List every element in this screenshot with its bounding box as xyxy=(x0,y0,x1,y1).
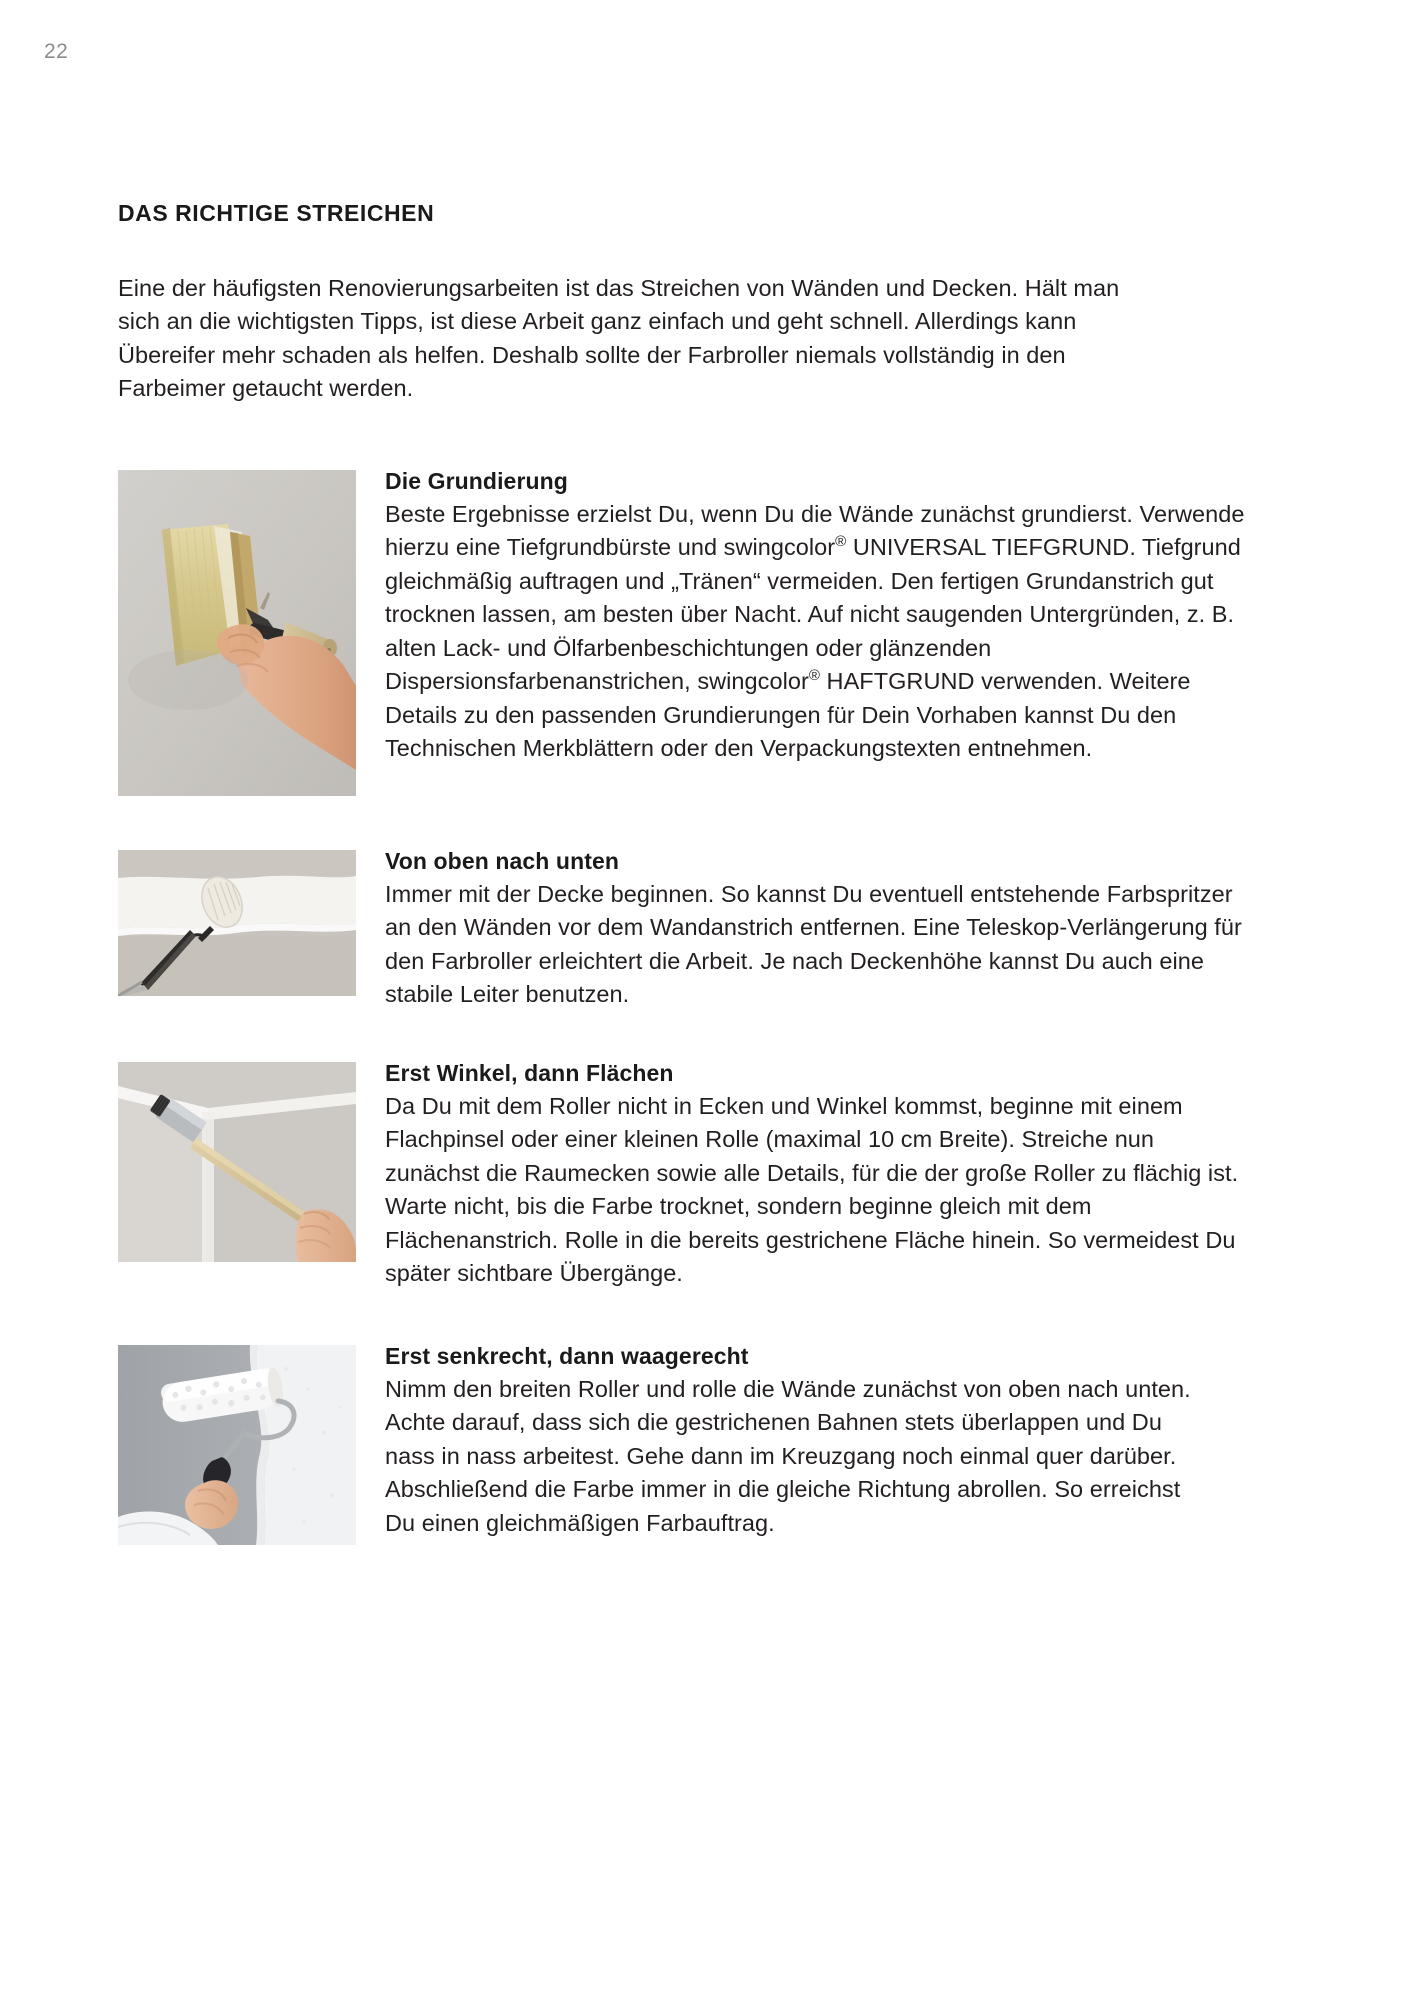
section-body xyxy=(385,498,1255,766)
corner-brush-long-handle-photo xyxy=(118,1062,356,1262)
section-erst-winkel-dann-flaechen xyxy=(118,1058,1239,1291)
section-von-oben-nach-unten xyxy=(118,846,1242,1012)
section-text-column xyxy=(356,466,1255,766)
section-image-column xyxy=(118,466,356,796)
section-text-column xyxy=(356,1341,1215,1541)
registered-mark: ® xyxy=(808,667,820,685)
section-body: Immer mit der Decke beginnen. So kannst Du eventuell entstehende Farbspritzer an den Wänden vor dem Wandanstrich entfernen. Eine Teleskop-Verlängerung für den Farbroller erleichtert die Arbeit. Je nach Deckenhöhe kannst Du auch eine stabile Leiter benutzen. xyxy=(385,880,1242,1008)
section-heading: Von oben nach unten xyxy=(385,847,620,874)
priming-brush-on-wall-photo xyxy=(118,470,356,796)
section-body: Da Du mit dem Roller nicht in Ecken und Winkel kommst, beginne mit einem Flachpinsel oder einer kleinen Rolle (maximal 10 cm Breite). Streiche nun zunächst die Raumecken sowie alle Details, für die der große Roller zu flächig ist. Warte nicht, bis die Farbe trocknet, sondern beginne gleich mit dem Flächenanstrich. Rolle in die bereits gestrichene Fläche hinein. So vermeidest Du später sichtbare Übergänge. xyxy=(385,1092,1239,1287)
section-image-column xyxy=(118,1058,356,1262)
section-text-column xyxy=(356,846,1245,1012)
section-body: Nimm den breiten Roller und rolle die Wände zunächst von oben nach unten. Achte darauf, dass sich die gestrichenen Bahnen stets überlappen und Du nass in nass arbeitest. Gehe dann im Kreuzgang noch einmal quer darüber. Abschließend die Farbe immer in die gleiche Richtung abrollen. So erreichst Du einen gleichmäßigen Farbauftrag. xyxy=(385,1375,1191,1536)
section-image-column xyxy=(118,1341,356,1545)
ceiling-roller-telescopic-handle-photo xyxy=(118,850,356,996)
section-heading: Erst Winkel, dann Flächen xyxy=(385,1059,674,1086)
section-die-grundierung xyxy=(118,466,1245,796)
section-body-part2: UNIVERSAL TIEFGRUND. Tiefgrund gleichmäßig auftragen und „Tränen“ vermeiden. Den fertigen Grundanstrich gut trocknen lassen, am besten über Nacht. Auf nicht saugenden Untergründen, z. B. alten Lack- und Ölfarbenbeschichtungen oder glänzenden Dispersionsfarbenanstrichen, swingcolor xyxy=(385,534,1241,695)
intro-paragraph: Eine der häufigsten Renovierungsarbeiten ist das Streichen von Wänden und Decken. Hält man sich an die wichtigsten Tipps, ist diese Arbeit ganz einfach und geht schnell. Allerdings kann Übereifer mehr schaden als helfen. Deshalb sollte der Farbroller niemals vollständig in den Farbeimer getaucht werden. xyxy=(118,274,1120,402)
page-title: DAS RICHTIGE STREICHEN xyxy=(118,200,435,226)
section-heading: Erst senkrecht, dann waagerecht xyxy=(385,1342,749,1369)
section-body-part1: Beste Ergebnisse erzielst Du, wenn Du die Wände zunächst grundierst. Verwende hierzu eine Tiefgrundbürste und swingcolor xyxy=(385,500,1245,561)
page-number: 22 xyxy=(44,40,69,63)
section-body-part3: HAFTGRUND verwenden. Weitere Details zu den passenden Grundierungen für Dein Vorhaben kannst Du den Technischen Merkblättern oder den Verpackungstexten entnehmen. xyxy=(385,668,1191,762)
section-image-column xyxy=(118,846,356,996)
section-text-column xyxy=(356,1058,1240,1291)
wall-roller-vertical-strokes-photo xyxy=(118,1345,356,1545)
registered-mark: ® xyxy=(835,533,847,551)
section-erst-senkrecht-dann-waagerecht xyxy=(118,1341,1191,1545)
section-heading: Die Grundierung xyxy=(385,467,568,494)
page-content xyxy=(118,200,1245,1599)
